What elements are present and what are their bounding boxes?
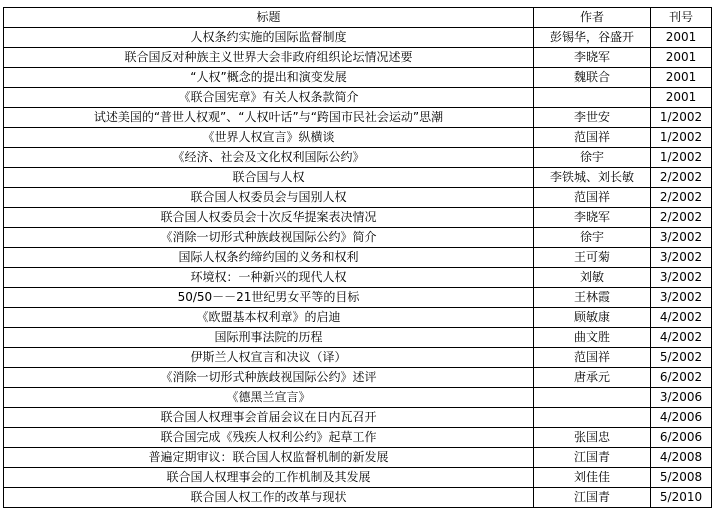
cell-issue: 4/2008	[651, 448, 712, 468]
cell-issue: 2001	[651, 28, 712, 48]
table-row	[4, 168, 712, 188]
table-row	[4, 48, 712, 68]
cell-title: 联合国反对种族主义世界大会非政府组织论坛情况述要	[4, 48, 534, 68]
table-row	[4, 328, 712, 348]
table-row	[4, 68, 712, 88]
cell-issue: 5/2008	[651, 468, 712, 488]
table-row	[4, 248, 712, 268]
cell-issue: 6/2006	[651, 428, 712, 448]
cell-author: 魏联合	[534, 68, 651, 88]
cell-title: 《消除一切形式种族歧视国际公约》述评	[4, 368, 534, 388]
cell-author: 范国祥	[534, 188, 651, 208]
cell-author: 张国忠	[534, 428, 651, 448]
cell-issue: 5/2010	[651, 488, 712, 508]
cell-title: 试述美国的“普世人权观”、“人权叶话”与“跨国市民社会运动”思潮	[4, 108, 534, 128]
cell-title: 《欧盟基本权利章》的启迪	[4, 308, 534, 328]
table-row	[4, 388, 712, 408]
cell-title: 伊斯兰人权宣言和决议（译）	[4, 348, 534, 368]
table-row	[4, 308, 712, 328]
cell-author: 彭锡华，谷盛开	[534, 28, 651, 48]
table-row	[4, 208, 712, 228]
article-catalog-table	[3, 7, 712, 508]
cell-title: 联合国与人权	[4, 168, 534, 188]
cell-author: 江国青	[534, 448, 651, 468]
cell-author	[534, 408, 651, 428]
cell-title: 《经济、社会及文化权利国际公约》	[4, 148, 534, 168]
cell-issue: 2/2002	[651, 168, 712, 188]
cell-author: 唐承元	[534, 368, 651, 388]
table-row	[4, 468, 712, 488]
table-row	[4, 368, 712, 388]
cell-title: 联合国完成《残疾人权利公约》起草工作	[4, 428, 534, 448]
cell-issue: 4/2002	[651, 308, 712, 328]
cell-title: 国际人权条约缔约国的义务和权利	[4, 248, 534, 268]
cell-author: 顾敏康	[534, 308, 651, 328]
cell-title: 普遍定期审议：联合国人权监督机制的新发展	[4, 448, 534, 468]
table-row	[4, 428, 712, 448]
cell-title: 联合国人权委员会十次反华提案表决情况	[4, 208, 534, 228]
cell-author: 李铁城、刘长敏	[534, 168, 651, 188]
table-body	[4, 28, 712, 508]
cell-title: 50/50－－21世纪男女平等的目标	[4, 288, 534, 308]
cell-author: 曲文胜	[534, 328, 651, 348]
cell-issue: 4/2002	[651, 328, 712, 348]
table-row	[4, 108, 712, 128]
header-issue: 刊号	[651, 8, 712, 28]
cell-author: 王可菊	[534, 248, 651, 268]
table-row	[4, 448, 712, 468]
cell-issue: 6/2002	[651, 368, 712, 388]
cell-issue: 2001	[651, 88, 712, 108]
cell-issue: 4/2006	[651, 408, 712, 428]
header-author: 作者	[534, 8, 651, 28]
cell-author: 李世安	[534, 108, 651, 128]
cell-author: 范国祥	[534, 128, 651, 148]
cell-title: “人权”概念的提出和演变发展	[4, 68, 534, 88]
cell-title: 《世界人权宣言》纵横谈	[4, 128, 534, 148]
cell-issue: 3/2002	[651, 248, 712, 268]
cell-issue: 3/2002	[651, 268, 712, 288]
cell-title: 国际刑事法院的历程	[4, 328, 534, 348]
cell-title: 联合国人权理事会的工作机制及其发展	[4, 468, 534, 488]
cell-issue: 2001	[651, 48, 712, 68]
table-row	[4, 28, 712, 48]
cell-title: 《消除一切形式种族歧视国际公约》简介	[4, 228, 534, 248]
cell-issue: 2001	[651, 68, 712, 88]
table-row	[4, 268, 712, 288]
cell-author: 刘敏	[534, 268, 651, 288]
cell-title: 《德黑兰宣言》	[4, 388, 534, 408]
cell-author: 江国青	[534, 488, 651, 508]
cell-author: 刘佳佳	[534, 468, 651, 488]
cell-issue: 2/2002	[651, 208, 712, 228]
cell-issue: 3/2006	[651, 388, 712, 408]
cell-author: 徐宇	[534, 228, 651, 248]
cell-issue: 1/2002	[651, 108, 712, 128]
cell-issue: 3/2002	[651, 288, 712, 308]
cell-author: 徐宇	[534, 148, 651, 168]
cell-issue: 5/2002	[651, 348, 712, 368]
header-title: 标题	[4, 8, 534, 28]
cell-title: 人权条约实施的国际监督制度	[4, 28, 534, 48]
cell-title: 《联合国宪章》有关人权条款简介	[4, 88, 534, 108]
cell-issue: 1/2002	[651, 148, 712, 168]
table-row	[4, 348, 712, 368]
cell-author: 李晓军	[534, 208, 651, 228]
table-header-row	[4, 8, 712, 28]
cell-author: 范国祥	[534, 348, 651, 368]
table-row	[4, 288, 712, 308]
cell-author	[534, 88, 651, 108]
table-row	[4, 228, 712, 248]
table-row	[4, 488, 712, 508]
cell-title: 环境权：一种新兴的现代人权	[4, 268, 534, 288]
cell-title: 联合国人权委员会与国别人权	[4, 188, 534, 208]
table-row	[4, 188, 712, 208]
table-row	[4, 128, 712, 148]
cell-title: 联合国人权理事会首届会议在日内瓦召开	[4, 408, 534, 428]
cell-author: 李晓军	[534, 48, 651, 68]
cell-author: 王林霞	[534, 288, 651, 308]
cell-issue: 2/2002	[651, 188, 712, 208]
cell-issue: 1/2002	[651, 128, 712, 148]
table-row	[4, 88, 712, 108]
table-row	[4, 408, 712, 428]
table-row	[4, 148, 712, 168]
cell-title: 联合国人权工作的改革与现状	[4, 488, 534, 508]
cell-issue: 3/2002	[651, 228, 712, 248]
cell-author	[534, 388, 651, 408]
